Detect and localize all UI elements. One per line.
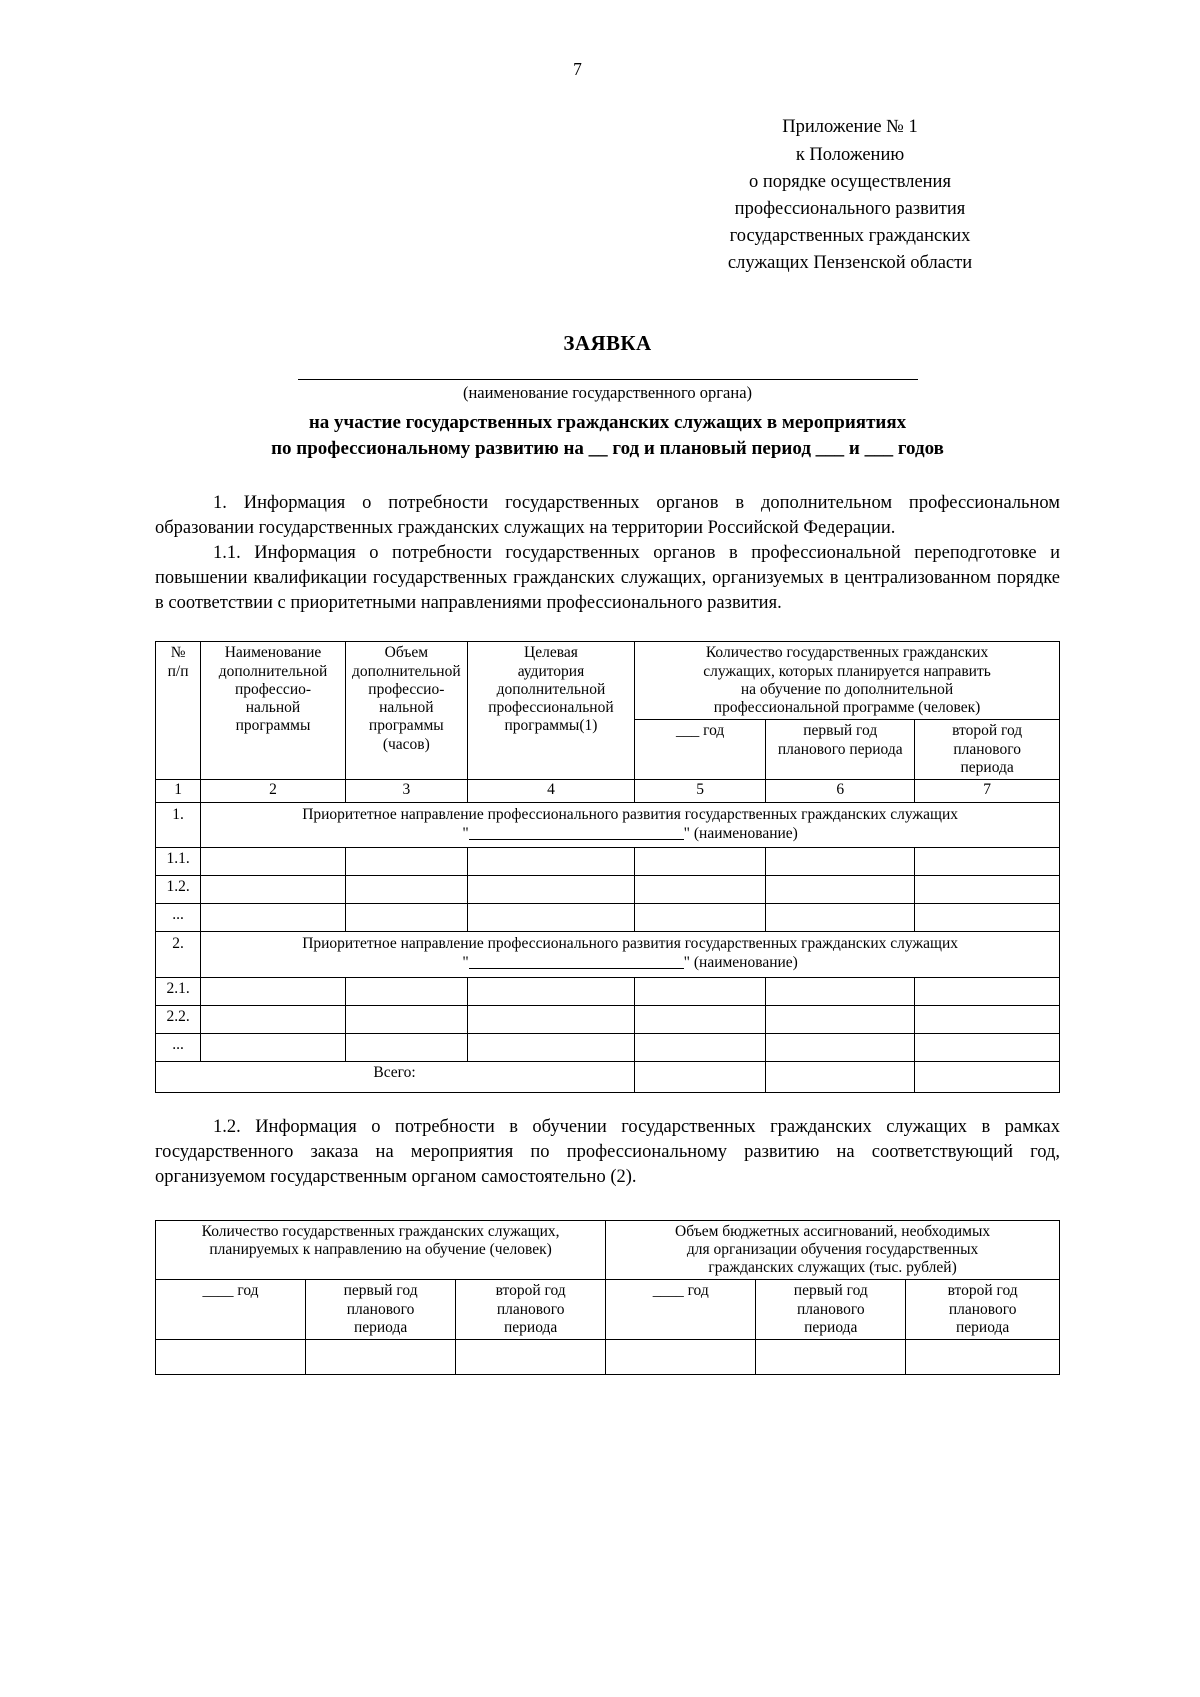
table-row [156,1034,1060,1062]
appendix-reference-block [640,114,1060,277]
hdr-year-second-l2: планового [953,740,1021,758]
hdr-year-second-l1: второй год [952,722,1023,740]
table-row [156,904,1060,932]
cell-program-volume[interactable] [345,876,467,904]
totals-year-second[interactable] [915,1062,1060,1093]
hdr-c2-l1: Наименование [224,644,322,662]
header-year-first [766,720,915,780]
cell-year-second[interactable] [915,1034,1060,1062]
row-index-2: 2. [156,932,201,978]
table-row [156,802,1060,848]
table2-group-header-row [156,1220,1060,1280]
paragraph-1-2: 1.2. Информация о потребности в обучении государственных гражданских служащих в рамках государственного заказа на мероприятия по профессиональному развитию на соответствующий год, организуемом государственным органом самостоятельно (2). [155,1117,1060,1187]
cell-year-second[interactable] [915,876,1060,904]
centralized-training-table [155,641,1060,1093]
row-index-1-1: 1.1. [156,848,201,876]
hdr-c2-l5: программы [235,717,311,735]
t2-sub2-l2: планового [346,1300,415,1318]
cell-program-name[interactable] [201,978,346,1006]
t2-cell-1[interactable] [156,1340,306,1375]
cell-program-name[interactable] [201,904,346,932]
appendix-line-4: профессионального развития [734,198,966,219]
quote-close-1: " (наименование) [683,824,798,842]
cell-year-current[interactable] [635,876,766,904]
totals-label: Всего: [156,1062,635,1093]
colnum-3: 3 [345,780,467,802]
cell-year-current[interactable] [635,904,766,932]
colnum-5: 5 [635,780,766,802]
cell-program-name[interactable] [201,1006,346,1034]
page-number: 7 [573,59,582,79]
cell-target-audience[interactable] [467,876,634,904]
hdr-grp-l4: профессиональной программе (человек) [713,699,981,717]
header-program-volume [345,642,467,780]
table2-subheader-row [156,1280,1060,1340]
t2-grp2-l1: Объем бюджетных ассигнований, необходимых [675,1222,991,1240]
t2-grp1-l1: Количество государственных гражданских служащих, [201,1222,560,1240]
quote-open-1: " [462,824,469,842]
hdr-c4-l5: программы(1) [504,717,598,735]
t2-sub5-l2: планового [796,1300,865,1318]
cell-program-name[interactable] [201,848,346,876]
hdr-c2-l4: нальной [245,699,301,717]
cell-year-current[interactable] [635,1006,766,1034]
cell-program-volume[interactable] [345,1034,467,1062]
cell-program-volume[interactable] [345,848,467,876]
cell-program-volume[interactable] [345,904,467,932]
hdr-c3-l6: (часов) [382,735,430,753]
cell-year-first[interactable] [766,978,915,1006]
cell-year-first[interactable] [766,904,915,932]
hdr-c4-l2: аудитория [517,662,585,680]
t2-sub6-l3: периода [956,1318,1010,1336]
cell-target-audience[interactable] [467,1006,634,1034]
t2-subheader-5 [756,1280,906,1340]
colnum-6: 6 [766,780,915,802]
cell-target-audience[interactable] [467,1034,634,1062]
hdr-year-first-l1: первый год [803,722,878,740]
appendix-line-6: служащих Пензенской области [727,253,973,274]
priority-direction-1-blank [205,825,1055,844]
priority-direction-1 [201,802,1060,848]
t2-sub4-l1: ____ год [652,1282,709,1300]
t2-sub1-l1: ____ год [202,1282,259,1300]
t2-grp2-l3: гражданских служащих (тыс. рублей) [708,1259,957,1277]
cell-target-audience[interactable] [467,904,634,932]
header-year-second [915,720,1060,780]
colnum-7: 7 [915,780,1060,802]
hdr-c3-l3: профессио- [368,680,445,698]
header-no-line2: п/п [167,662,189,680]
t2-grp2-l2: для организации обучения государственных [686,1240,979,1258]
t2-subheader-3 [456,1280,606,1340]
t2-sub3-l1: второй год [495,1282,566,1300]
t2-subheader-2 [306,1280,456,1340]
table-row [156,932,1060,978]
colnum-2: 2 [201,780,346,802]
hdr-year-current-text: ___ год [675,722,725,740]
table1-totals-row [156,1062,1060,1093]
t2-sub2-l3: периода [353,1318,408,1336]
cell-year-first[interactable] [766,876,915,904]
row-index-2-1: 2.1. [156,978,201,1006]
cell-target-audience[interactable] [467,978,634,1006]
t2-grp1-l2: планируемых к направлению на обучение (человек) [209,1240,552,1258]
header-headcount-group [635,642,1060,720]
t2-cell-5[interactable] [756,1340,906,1375]
colnum-4: 4 [467,780,634,802]
quote-close-2: " (наименование) [683,954,798,972]
hdr-c2-l3: профессио- [234,680,312,698]
hdr-c3-l4: нальной [379,699,434,717]
header-program-name [201,642,346,780]
t2-subheader-4 [606,1280,756,1340]
subtitle-line-1: на участие государственных гражданских служащих в мероприятиях [308,411,907,433]
subtitle-line-2: по профессиональному развитию на __ год и плановый период ___ и ___ годов [271,438,944,460]
cell-program-volume[interactable] [345,978,467,1006]
cell-program-name[interactable] [201,1034,346,1062]
priority-direction-2-text: Приоритетное направление профессионального развития государственных гражданских служащих [302,935,958,953]
table-row [156,1340,1060,1375]
cell-year-first[interactable] [766,848,915,876]
name-blank-1[interactable] [469,825,684,840]
document-subtitle [198,410,1018,464]
t2-cell-4[interactable] [606,1340,756,1375]
quote-open-2: " [462,954,469,972]
header-row-number [156,642,201,780]
header-no-line1: № [170,644,186,662]
hdr-grp-l1: Количество государственных гражданских [705,644,989,662]
row-index-1: 1. [156,802,201,848]
t2-sub6-l2: планового [948,1300,1017,1318]
cell-year-current[interactable] [635,848,766,876]
cell-year-first[interactable] [766,1006,915,1034]
header-target-audience [467,642,634,780]
hdr-c2-l2: дополнительной [218,662,328,680]
hdr-c3-l1: Объем [384,644,429,662]
hdr-c3-l5: программы [368,717,444,735]
paragraph-1-1: 1.1. Информация о потребности государственных органов в профессиональной переподготовке и повышении квалификации государственных гражданских служащих, организуемых в централизованном порядке в соответствии с приоритетными направлениями профессионального развития. [155,543,1060,613]
paragraph-1: 1. Информация о потребности государственных органов в дополнительном профессиональном образовании государственных гражданских служащих на территории Российской Федерации. [155,493,1060,539]
cell-program-name[interactable] [201,876,346,904]
priority-direction-1-text: Приоритетное направление профессионального развития государственных гражданских служащих [302,805,958,823]
t2-cell-3[interactable] [456,1340,606,1375]
row-index-1-2: 1.2. [156,876,201,904]
organization-name-caption: (наименование государственного органа) [462,383,753,403]
hdr-grp-l2: служащих, которых планируется направить [703,662,991,680]
t2-sub6-l1: второй год [947,1282,1018,1300]
table-row [156,1006,1060,1034]
table-row [156,876,1060,904]
cell-year-second[interactable] [915,1006,1060,1034]
self-organized-training-table [155,1220,1060,1376]
hdr-year-second-l3: периода [960,759,1014,777]
hdr-c4-l1: Целевая [524,644,578,662]
cell-year-second[interactable] [915,848,1060,876]
header-headcount-group-2 [156,1220,606,1280]
priority-direction-2-blank [205,954,1055,973]
cell-year-second[interactable] [915,978,1060,1006]
appendix-line-5: государственных гражданских [729,226,971,247]
totals-year-first[interactable] [766,1062,915,1093]
cell-year-current[interactable] [635,978,766,1006]
name-blank-2[interactable] [469,954,684,969]
table1-header-row [156,642,1060,720]
table-row [156,848,1060,876]
table1-column-number-row [156,780,1060,802]
t2-subheader-6 [906,1280,1060,1340]
t2-cell-6[interactable] [906,1340,1060,1375]
appendix-line-1: Приложение № 1 [782,117,918,138]
hdr-c4-l4: профессиональной [488,699,614,717]
hdr-grp-l3: на обучение по дополнительной [740,680,954,698]
t2-subheader-1 [156,1280,306,1340]
cell-year-first[interactable] [766,1034,915,1062]
hdr-c3-l2: дополнительной [352,662,461,680]
hdr-year-first-l2: планового периода [777,740,903,758]
t2-sub3-l3: периода [504,1318,558,1336]
row-index-1-ellipsis: ... [156,904,201,932]
t2-sub3-l2: планового [496,1300,565,1318]
organization-name-rule [298,378,918,380]
t2-sub5-l1: первый год [793,1282,868,1300]
totals-year-current[interactable] [635,1062,766,1093]
t2-cell-2[interactable] [306,1340,456,1375]
header-year-current [635,720,766,780]
header-budget-group [606,1220,1060,1280]
t2-sub5-l3: периода [804,1318,858,1336]
cell-year-second[interactable] [915,904,1060,932]
table-row [156,978,1060,1006]
appendix-line-2: к Положению [795,144,905,165]
document-title: ЗАЯВКА [563,330,652,355]
title-block [155,330,1060,464]
row-index-2-ellipsis: ... [156,1034,201,1062]
row-index-2-2: 2.2. [156,1006,201,1034]
cell-year-current[interactable] [635,1034,766,1062]
appendix-line-3: о порядке осуществления [749,171,951,192]
hdr-c4-l3: дополнительной [496,680,606,698]
t2-sub2-l1: первый год [343,1282,418,1300]
colnum-1: 1 [156,780,201,802]
cell-program-volume[interactable] [345,1006,467,1034]
cell-target-audience[interactable] [467,848,634,876]
priority-direction-2 [201,932,1060,978]
